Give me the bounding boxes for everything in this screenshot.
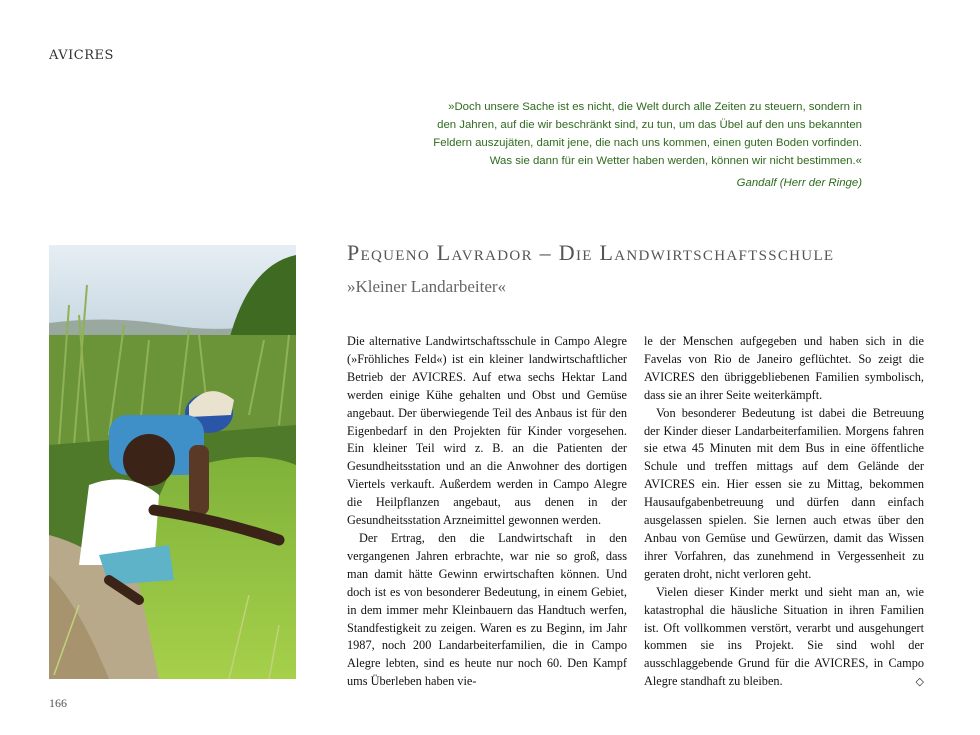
paragraph: Von besonderer Bedeutung ist dabei die Betreuung der Kinder dieser Landarbeiterfamilien. Morgens fahren sie etwa 45 Minuten mit dem Bus in eine öffentliche Schule und treffen mittags auf dem Gelände der AVICRES ein. Hier essen sie zu Mittag, bekommen Hausaufgabenbetreuung und dürfen dann einfach ausgelassen spielen. Sie lernen auch etwas über den Anbau von Gemüse und Gewürzen, damit das Wissen ihrer Vorfahren, das zunehmend in Vergessenheit zu geraten droht, nicht verloren geht. — [644, 405, 924, 581]
paragraph: Der Ertrag, den die Landwirtschaft in den vergangenen Jahren erbrachte, war nie so groß, dass man damit hätte Gewinn erwirtschaften können. Und doch ist es von besonderer Bedeutung, in einem Gebiet, in dem immer mehr Kleinbauern das Handtuch werfen, Standfestigkeit zu zeigen. Waren es zu Beginn, im Jahr 1987, noch 200 Landarbeiterfamilien, die in Campo Alegre lebten, sind es heute nur noch 60. Den Kampf ums Überleben haben vie- — [347, 530, 627, 689]
page-number: 166 — [49, 696, 67, 710]
text-column-left — [347, 333, 627, 691]
epigraph-quote — [400, 98, 862, 192]
end-mark-icon: ◇ — [915, 675, 924, 689]
quote-line: Feldern auszujäten, damit jene, die nach uns kommen, einen guten Boden vorfinden. — [433, 137, 862, 149]
photo-illustration — [49, 245, 296, 679]
quote-line: »Doch unsere Sache ist es nicht, die Welt durch alle Zeiten zu steuern, sondern in — [448, 101, 862, 113]
text-column-right — [644, 333, 924, 691]
quote-line: Was sie dann für ein Wetter haben werden, können wir nicht bestimmen.« — [489, 155, 862, 167]
photo-children-at-pond — [49, 245, 296, 679]
paragraph: le der Menschen aufgegeben und haben sich in die Favelas von Rio de Janeiro geflüchtet. So zeigt die AVICRES den übriggebliebenen Familien symbolisch, dass sie an ihrer Seite weiterkämpft. — [644, 334, 924, 402]
quote-attribution: Gandalf (Herr der Ringe) — [736, 177, 862, 189]
paragraph: Die alternative Landwirtschaftsschule in Campo Alegre (»Fröhliches Feld«) ist ein kleiner landwirtschaftlicher Betrieb der AVICRES. Auf etwa sechs Hektar Land werden einige Kühe gehalten und Obst und Gemüse angebaut. Der überwiegende Teil des Anbaus ist für den Eigenbedarf in den Projekten für Kinder vorgesehen. Ein kleiner Teil wird z. B. an die Patienten der Gesundheitsstation und an die Anwohner des dortigen Viertels verkauft. Außerdem werden in Campo Alegre die Heilpflanzen angebaut, aus denen in der Gesundheitsstation Arzneimittel gewonnen werden. — [347, 334, 627, 528]
quote-line: den Jahren, auf die wir beschränkt sind, zu tun, um das Übel auf den uns bekannten — [437, 119, 862, 131]
article-title: Pequeno Lavrador – Die Landwirtschaftsschule — [347, 240, 835, 265]
paragraph-text: Vielen dieser Kinder merkt und sieht man an, wie katastrophal die häusliche Situation in ihren Familien ist. Oft vollkommen verstört, verarbt und ausgehungert kommen sie ins Projekt. Sie sind wohl der ausschlaggebende Grund für die AVICRES, in Campo Alegre standhaft zu bleiben. — [644, 584, 924, 689]
paragraph-last — [644, 584, 924, 691]
running-header: AVICRES — [49, 48, 114, 63]
article-subtitle: »Kleiner Landarbeiter« — [347, 277, 507, 296]
